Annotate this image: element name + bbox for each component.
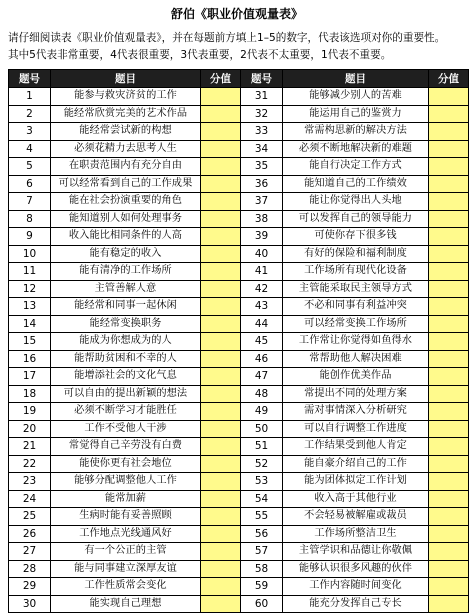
table-row xyxy=(241,123,469,141)
score-cell[interactable] xyxy=(201,175,241,193)
item-number: 46 xyxy=(241,350,283,368)
table-row xyxy=(9,245,241,263)
item-text: 必须不断地解决新的难题 xyxy=(283,140,429,158)
table-row xyxy=(9,543,241,561)
table-row xyxy=(241,175,469,193)
table-row xyxy=(241,420,469,438)
item-text: 常需构思新的解决方法 xyxy=(283,123,429,141)
item-number: 26 xyxy=(9,525,51,543)
score-cell[interactable] xyxy=(201,88,241,106)
item-number: 45 xyxy=(241,333,283,351)
table-row xyxy=(9,455,241,473)
score-cell[interactable] xyxy=(429,350,469,368)
score-cell[interactable] xyxy=(429,543,469,561)
item-text: 可使你存下很多钱 xyxy=(283,228,429,246)
score-cell[interactable] xyxy=(201,193,241,211)
item-text: 在职责范围内有充分自由 xyxy=(51,158,201,176)
item-text: 工作场所整洁卫生 xyxy=(283,525,429,543)
table-row xyxy=(9,123,241,141)
item-number: 56 xyxy=(241,525,283,543)
table-row xyxy=(241,140,469,158)
item-number: 8 xyxy=(9,210,51,228)
item-text: 收入高于其他行业 xyxy=(283,490,429,508)
table-row xyxy=(9,280,241,298)
table-row xyxy=(9,578,241,596)
item-number: 31 xyxy=(241,88,283,106)
right-table xyxy=(240,69,469,613)
score-cell[interactable] xyxy=(201,595,241,613)
item-text: 可以自由的提出新颖的想法 xyxy=(51,385,201,403)
item-number: 23 xyxy=(9,473,51,491)
item-text: 工作内容随时间变化 xyxy=(283,578,429,596)
header-number: 题号 xyxy=(9,70,51,88)
table-row xyxy=(241,193,469,211)
table-row xyxy=(9,438,241,456)
score-cell[interactable] xyxy=(429,368,469,386)
item-text: 不必和同事有利益冲突 xyxy=(283,298,429,316)
score-cell[interactable] xyxy=(201,420,241,438)
score-cell[interactable] xyxy=(429,595,469,613)
item-text: 必须花精力去思考人生 xyxy=(51,140,201,158)
table-row xyxy=(241,385,469,403)
item-number: 18 xyxy=(9,385,51,403)
item-number: 39 xyxy=(241,228,283,246)
table-row xyxy=(9,490,241,508)
score-cell[interactable] xyxy=(429,473,469,491)
item-text: 能让你觉得出人头地 xyxy=(283,193,429,211)
item-number: 24 xyxy=(9,490,51,508)
score-cell[interactable] xyxy=(201,525,241,543)
item-text: 能帮助贫困和不幸的人 xyxy=(51,350,201,368)
item-text: 能自行决定工作方式 xyxy=(283,158,429,176)
item-text: 可以经常看到自己的工作成果 xyxy=(51,175,201,193)
score-cell[interactable] xyxy=(201,245,241,263)
score-cell[interactable] xyxy=(429,560,469,578)
survey-tables xyxy=(8,69,468,610)
item-number: 25 xyxy=(9,508,51,526)
score-cell[interactable] xyxy=(429,508,469,526)
item-text: 能经常欣赏完美的艺术作品 xyxy=(51,105,201,123)
item-number: 35 xyxy=(241,158,283,176)
table-row xyxy=(241,403,469,421)
score-cell[interactable] xyxy=(201,123,241,141)
item-number: 19 xyxy=(9,403,51,421)
header-number: 题号 xyxy=(241,70,283,88)
item-text: 能知道别人如何处理事务 xyxy=(51,210,201,228)
table-row xyxy=(241,333,469,351)
left-table xyxy=(8,69,241,613)
item-text: 能与同事建立深厚友谊 xyxy=(51,560,201,578)
table-row xyxy=(9,333,241,351)
table-row xyxy=(9,228,241,246)
item-number: 60 xyxy=(241,595,283,613)
table-row xyxy=(241,263,469,281)
item-number: 17 xyxy=(9,368,51,386)
score-cell[interactable] xyxy=(429,228,469,246)
table-row xyxy=(9,193,241,211)
item-text: 工作场所有现代化设备 xyxy=(283,263,429,281)
table-row xyxy=(241,473,469,491)
item-number: 21 xyxy=(9,438,51,456)
item-text: 工作地点光线通风好 xyxy=(51,525,201,543)
item-number: 52 xyxy=(241,455,283,473)
table-row xyxy=(9,508,241,526)
item-text: 能知道自己的工作绩效 xyxy=(283,175,429,193)
table-row xyxy=(241,350,469,368)
item-number: 3 xyxy=(9,123,51,141)
table-row xyxy=(241,280,469,298)
score-cell[interactable] xyxy=(201,298,241,316)
item-text: 必须不断学习才能胜任 xyxy=(51,403,201,421)
item-text: 能创作优美作品 xyxy=(283,368,429,386)
item-number: 34 xyxy=(241,140,283,158)
table-row xyxy=(9,473,241,491)
left-table-body xyxy=(9,88,241,613)
table-row xyxy=(9,298,241,316)
item-text: 工作不受他人干涉 xyxy=(51,420,201,438)
score-cell[interactable] xyxy=(201,578,241,596)
table-row xyxy=(241,438,469,456)
table-row xyxy=(241,578,469,596)
score-cell[interactable] xyxy=(201,350,241,368)
item-text: 主管学识和品德让你敬佩 xyxy=(283,543,429,561)
item-text: 主管能采取民主领导方式 xyxy=(283,280,429,298)
table-row xyxy=(241,525,469,543)
score-cell[interactable] xyxy=(429,403,469,421)
score-cell[interactable] xyxy=(429,385,469,403)
table-row xyxy=(241,105,469,123)
item-text: 能在社会扮演重要的角色 xyxy=(51,193,201,211)
table-row xyxy=(9,525,241,543)
score-cell[interactable] xyxy=(201,560,241,578)
header-item: 题目 xyxy=(51,70,201,88)
item-number: 53 xyxy=(241,473,283,491)
table-row xyxy=(9,420,241,438)
score-cell[interactable] xyxy=(429,455,469,473)
item-number: 47 xyxy=(241,368,283,386)
item-text: 能经常和同事一起休闲 xyxy=(51,298,201,316)
item-number: 12 xyxy=(9,280,51,298)
table-row xyxy=(9,350,241,368)
header-score: 分值 xyxy=(201,70,241,88)
table-row xyxy=(9,210,241,228)
item-text: 能经常尝试新的构想 xyxy=(51,123,201,141)
item-number: 16 xyxy=(9,350,51,368)
item-number: 7 xyxy=(9,193,51,211)
table-row xyxy=(241,315,469,333)
item-text: 能成为你想成为的人 xyxy=(51,333,201,351)
item-number: 43 xyxy=(241,298,283,316)
item-text: 主管善解人意 xyxy=(51,280,201,298)
item-number: 48 xyxy=(241,385,283,403)
item-text: 能参与救灾济贫的工作 xyxy=(51,88,201,106)
score-cell[interactable] xyxy=(429,263,469,281)
item-text: 常提出不同的处理方案 xyxy=(283,385,429,403)
score-cell[interactable] xyxy=(429,158,469,176)
table-row xyxy=(241,228,469,246)
score-cell[interactable] xyxy=(201,385,241,403)
item-number: 30 xyxy=(9,595,51,613)
item-text: 常觉得自己辛劳没有白费 xyxy=(51,438,201,456)
item-number: 9 xyxy=(9,228,51,246)
score-cell[interactable] xyxy=(429,210,469,228)
score-cell[interactable] xyxy=(429,315,469,333)
item-text: 可以经常变换工作场所 xyxy=(283,315,429,333)
score-cell[interactable] xyxy=(429,420,469,438)
item-text: 能够减少别人的苦难 xyxy=(283,88,429,106)
table-row xyxy=(241,560,469,578)
item-number: 50 xyxy=(241,420,283,438)
score-cell[interactable] xyxy=(201,543,241,561)
score-cell[interactable] xyxy=(201,140,241,158)
item-number: 58 xyxy=(241,560,283,578)
table-row xyxy=(9,88,241,106)
item-number: 51 xyxy=(241,438,283,456)
item-number: 14 xyxy=(9,315,51,333)
item-number: 40 xyxy=(241,245,283,263)
item-text: 可以发挥自己的领导能力 xyxy=(283,210,429,228)
score-cell[interactable] xyxy=(429,245,469,263)
table-row xyxy=(241,368,469,386)
table-row xyxy=(9,158,241,176)
item-text: 能为团体拟定工作计划 xyxy=(283,473,429,491)
instructions xyxy=(8,30,468,64)
table-row xyxy=(9,560,241,578)
table-row xyxy=(241,298,469,316)
score-cell[interactable] xyxy=(429,490,469,508)
right-header-row xyxy=(241,70,469,88)
instruction-line-1: 请仔细阅读表《职业价值观量表》，并在每题前方填上1–5的数字，代表该选项对你的重要性。 xyxy=(8,32,446,44)
score-cell[interactable] xyxy=(429,88,469,106)
score-cell[interactable] xyxy=(201,210,241,228)
table-row xyxy=(9,175,241,193)
item-text: 生病时能有妥善照顾 xyxy=(51,508,201,526)
table-row xyxy=(241,595,469,613)
item-text: 能够分配调整他人工作 xyxy=(51,473,201,491)
score-cell[interactable] xyxy=(429,438,469,456)
score-cell[interactable] xyxy=(429,105,469,123)
item-number: 15 xyxy=(9,333,51,351)
table-row xyxy=(9,105,241,123)
item-text: 能有稳定的收入 xyxy=(51,245,201,263)
score-cell[interactable] xyxy=(429,298,469,316)
score-cell[interactable] xyxy=(429,578,469,596)
item-number: 1 xyxy=(9,88,51,106)
item-number: 37 xyxy=(241,193,283,211)
item-number: 22 xyxy=(9,455,51,473)
item-number: 54 xyxy=(241,490,283,508)
item-number: 2 xyxy=(9,105,51,123)
score-cell[interactable] xyxy=(201,333,241,351)
score-cell[interactable] xyxy=(201,368,241,386)
item-text: 需对事情深入分析研究 xyxy=(283,403,429,421)
item-number: 11 xyxy=(9,263,51,281)
item-number: 13 xyxy=(9,298,51,316)
score-cell[interactable] xyxy=(429,123,469,141)
item-text: 能经常变换职务 xyxy=(51,315,201,333)
table-row xyxy=(9,403,241,421)
item-text: 能增添社会的文化气息 xyxy=(51,368,201,386)
table-row xyxy=(9,315,241,333)
score-cell[interactable] xyxy=(201,280,241,298)
item-number: 33 xyxy=(241,123,283,141)
score-cell[interactable] xyxy=(429,175,469,193)
table-row xyxy=(9,140,241,158)
item-text: 能运用自己的鉴赏力 xyxy=(283,105,429,123)
table-row xyxy=(241,543,469,561)
table-row xyxy=(241,508,469,526)
table-row xyxy=(241,158,469,176)
table-row xyxy=(9,385,241,403)
item-number: 41 xyxy=(241,263,283,281)
item-number: 10 xyxy=(9,245,51,263)
score-cell[interactable] xyxy=(429,333,469,351)
item-number: 27 xyxy=(9,543,51,561)
item-number: 49 xyxy=(241,403,283,421)
item-number: 57 xyxy=(241,543,283,561)
item-number: 5 xyxy=(9,158,51,176)
item-number: 32 xyxy=(241,105,283,123)
score-cell[interactable] xyxy=(201,263,241,281)
item-number: 36 xyxy=(241,175,283,193)
item-text: 工作常让你觉得如鱼得水 xyxy=(283,333,429,351)
table-row xyxy=(241,210,469,228)
instruction-line-2: 其中5代表非常重要，4代表很重要，3代表重要，2代表不太重要，1代表不重要。 xyxy=(8,49,392,61)
item-number: 29 xyxy=(9,578,51,596)
item-text: 能实现自己理想 xyxy=(51,595,201,613)
left-header-row xyxy=(9,70,241,88)
item-text: 能够认识很多风趣的伙伴 xyxy=(283,560,429,578)
item-number: 4 xyxy=(9,140,51,158)
score-cell[interactable] xyxy=(429,193,469,211)
item-text: 可以自行调整工作进度 xyxy=(283,420,429,438)
table-row xyxy=(9,595,241,613)
page-title: 舒伯《职业价值观量表》 xyxy=(170,7,303,21)
item-number: 59 xyxy=(241,578,283,596)
score-cell[interactable] xyxy=(201,228,241,246)
item-text: 有好的保险和福利制度 xyxy=(283,245,429,263)
table-row xyxy=(241,455,469,473)
score-cell[interactable] xyxy=(201,490,241,508)
table-row xyxy=(241,490,469,508)
score-cell[interactable] xyxy=(201,508,241,526)
item-text: 能常加薪 xyxy=(51,490,201,508)
item-text: 不会轻易被解雇或裁员 xyxy=(283,508,429,526)
score-cell[interactable] xyxy=(201,105,241,123)
item-text: 工作性质常会变化 xyxy=(51,578,201,596)
table-row xyxy=(241,245,469,263)
table-row xyxy=(241,88,469,106)
score-cell[interactable] xyxy=(429,525,469,543)
score-cell[interactable] xyxy=(201,473,241,491)
table-row xyxy=(9,263,241,281)
item-number: 55 xyxy=(241,508,283,526)
score-cell[interactable] xyxy=(201,403,241,421)
item-number: 42 xyxy=(241,280,283,298)
item-text: 有一个公正的主管 xyxy=(51,543,201,561)
item-number: 6 xyxy=(9,175,51,193)
item-number: 20 xyxy=(9,420,51,438)
score-cell[interactable] xyxy=(201,158,241,176)
score-cell[interactable] xyxy=(201,315,241,333)
table-row xyxy=(9,368,241,386)
item-text: 能自豪介绍自己的工作 xyxy=(283,455,429,473)
right-table-body xyxy=(241,88,469,613)
score-cell[interactable] xyxy=(429,280,469,298)
item-text: 能使你更有社会地位 xyxy=(51,455,201,473)
header-score: 分值 xyxy=(429,70,469,88)
item-text: 能充分发挥自己专长 xyxy=(283,595,429,613)
item-text: 能有清净的工作场所 xyxy=(51,263,201,281)
item-number: 28 xyxy=(9,560,51,578)
score-cell[interactable] xyxy=(201,438,241,456)
item-text: 常帮助他人解决困难 xyxy=(283,350,429,368)
score-cell[interactable] xyxy=(429,140,469,158)
item-text: 收入能比相同条件的人高 xyxy=(51,228,201,246)
item-number: 44 xyxy=(241,315,283,333)
item-text: 工作结果受到他人肯定 xyxy=(283,438,429,456)
item-number: 38 xyxy=(241,210,283,228)
header-item: 题目 xyxy=(283,70,429,88)
score-cell[interactable] xyxy=(201,455,241,473)
